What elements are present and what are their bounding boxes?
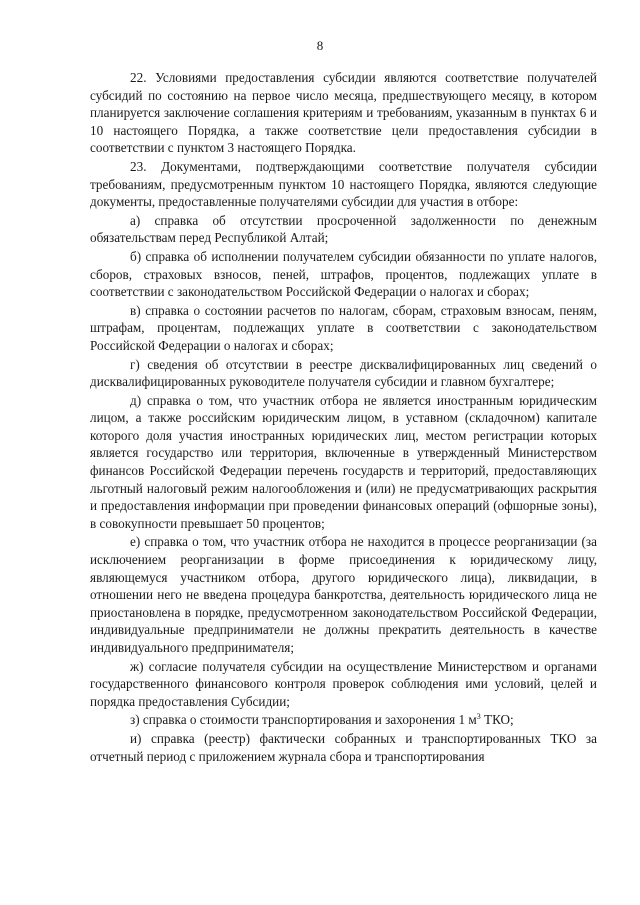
cubic-superscript: 3 (476, 712, 481, 722)
list-item-z-text: з) справка о стоимости транспортирования и захоронения 1 м (130, 712, 477, 728)
list-item-v: в) справка о состоянии расчетов по налогам, сборам, страховым взносам, пеням, штрафам, процентам, подлежащих уплате в соответствии с законодательством Российской Федерации о налогах и сборах; (90, 302, 597, 353)
list-item-zh: ж) согласие получателя субсидии на осуществление Министерством и органами государственного финансового контроля проверок соблюдения ими условий, целей и порядка предоставления Субсидии; (90, 658, 597, 709)
list-item-z-suffix: ТКО; (480, 712, 514, 728)
list-item-e: е) справка о том, что участник отбора не находится в процессе реорганизации (за исключением реорганизации в форме присоединения к юридическому лицу, являющемуся участником отбора, другого юридического лица), ликвидации, в отношении него не введена процедура банкротства, деятельность юридического лица не приостановлена в порядке, предусмотренном законодательством Российской Федерации, индивидуальные предприниматели не должны прекратить деятельность в качестве индивидуального предпринимателя; (90, 534, 597, 655)
list-item-d: д) справка о том, что участник отбора не является иностранным юридическим лицом, а также российским юридическим лицом, в уставном (складочном) капитале которого доля участия иностранных юридических лиц, местом регистрации которых является государство или территория, включенные в утвержденный Министерством финансов Российской Федерации перечень государств и территорий, предоставляющих льготный налоговый режим налогообложения и (или) не предусматривающих раскрытия и предоставления информации при проведении финансовых операций (офшорные зоны), в совокупности превышает 50 процентов; (90, 392, 597, 531)
list-item-a: а) справка об отсутствии просроченной задолженности по денежным обязательствам перед Республикой Алтай; (90, 212, 597, 246)
list-item-g: г) сведения об отсутствии в реестре дисквалифицированных лиц сведений о дисквалифицированных руководителе получателя субсидии и главном бухгалтере; (90, 356, 597, 390)
list-item-i: и) справка (реестр) фактически собранных и транспортированных ТКО за отчетный период с приложением журнала сбора и транспортирования (90, 730, 597, 764)
page-number: 8 (316, 38, 324, 53)
list-item-z (90, 711, 597, 729)
list-item-b: б) справка об исполнении получателем субсидии обязанности по уплате налогов, сборов, страховых взносов, пеней, штрафов, процентов, подлежащих уплате в соответствии с законодательством Российской Федерации о налогах и сборах; (90, 248, 597, 300)
paragraph-23: 23. Документами, подтверждающими соответствие получателя субсидии требованиям, предусмотренным пунктом 10 настоящего Порядка, являются следующие документы, предоставленные получателями субсидии для участия в отборе: (90, 158, 597, 210)
document-body (90, 69, 597, 765)
paragraph-22: 22. Условиями предоставления субсидии являются соответствие получателей субсидий по состоянию на первое число месяца, предшествующего месяцу, в котором планируется заключение соглашения критериям и требованиям, указанным в пунктах 6 и 10 настоящего Порядка, а также соответствие цели предоставления субсидии в соответствии с пунктом 3 настоящего Порядка. (90, 70, 597, 156)
